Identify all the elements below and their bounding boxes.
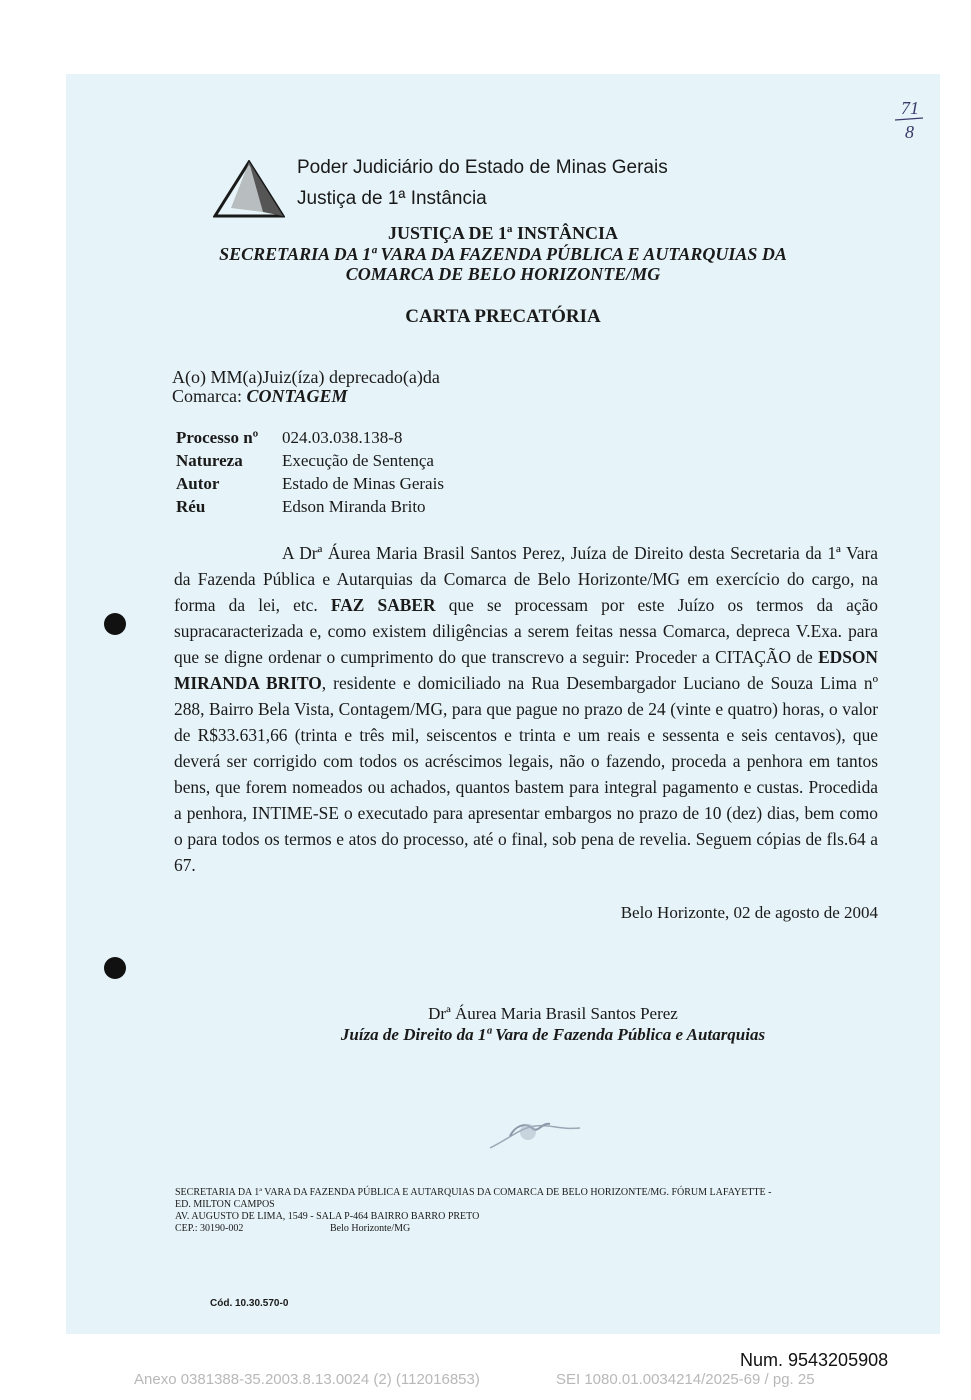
body-text-part-3: , residente e domiciliado na Rua Desembargador Luciano de Souza Lima nº 288, Bairro Bela Vista, Contagem/MG, para que pague no prazo de 24 (vinte e quatro) horas, o valor de R$33.631,66 (trinta e três mil, seiscentos e trinta e um reais e sessenta e seis centavos), que deverá ser corrigido com todos os acréscimos legais, não o fazendo, proceda a penhora em tantos bens, que forem nomeados ou achados, quantos bastem para integral pagamento e custas. Procedida a penhora, INTIME-SE o executado para apresentar embargos no prazo de 10 (dez) dias, bem como o para todos os termos e atos do processo, até o final, sob pena de revelia. Seguem cópias de fls.64 a 67. <box>174 673 878 875</box>
case-details-table <box>176 426 444 518</box>
footer-city: Belo Horizonte/MG <box>330 1223 411 1234</box>
secretariat-heading-1: SECRETARIA DA 1ª VARA DA FAZENDA PÚBLICA E AUTARQUIAS DA <box>219 244 787 264</box>
case-label: Autor <box>176 474 220 493</box>
sei-page-reference: SEI 1080.01.0034214/2025-69 / pg. 25 <box>556 1371 815 1388</box>
svg-text:71: 71 <box>901 98 919 118</box>
folio-number-handwritten <box>893 96 933 144</box>
form-code: Cód. 10.30.570-0 <box>210 1298 289 1309</box>
punch-hole <box>104 613 126 635</box>
comarca-value: CONTAGEM <box>246 386 348 406</box>
svg-text:8: 8 <box>905 122 914 142</box>
comarca-line <box>172 386 348 407</box>
case-row <box>176 426 444 449</box>
body-text-part-1: A Drª Áurea Maria Brasil Santos Perez, Juíza de Direito desta Secretaria da 1ª Vara da Fazenda Pública e Autarquias da Comarca de Belo Horizonte/MG em exercício do cargo, na forma da lei, etc. <box>174 543 878 615</box>
case-value: Edson Miranda Brito <box>282 497 426 516</box>
annex-reference: Anexo 0381388-35.2003.8.13.0024 (2) (112016853) <box>134 1371 480 1388</box>
defendant-name: EDSON MIRANDA BRITO <box>174 647 878 693</box>
case-label: Réu <box>176 497 206 516</box>
case-row <box>176 449 444 472</box>
footer-address-line-1: SECRETARIA DA 1ª VARA DA FAZENDA PÚBLICA E AUTARQUIAS DA COMARCA DE BELO HORIZONTE/MG. FÓRUM LAFAYETTE - <box>175 1187 772 1198</box>
court-heading: JUSTIÇA DE 1ª INSTÂNCIA <box>388 223 618 243</box>
signatory-name: Drª Áurea Maria Brasil Santos Perez <box>428 1004 678 1023</box>
signatory-title: Juíza de Direito da 1ª Vara de Fazenda Pública e Autarquias <box>340 1025 766 1044</box>
date-line: Belo Horizonte, 02 de agosto de 2004 <box>620 903 878 922</box>
footer-cep: CEP.: 30190-002 <box>175 1223 244 1234</box>
document-title: CARTA PRECATÓRIA <box>405 306 601 327</box>
case-value: Estado de Minas Gerais <box>282 474 444 493</box>
footer-address-line-3: AV. AUGUSTO DE LIMA, 1549 - SALA P-464 BAIRRO BARRO PRETO <box>175 1211 480 1222</box>
document-number: Num. 9543205908 <box>740 1350 889 1370</box>
footer-address-line-2: ED. MILTON CAMPOS <box>175 1199 275 1210</box>
case-label: Processo nº <box>176 428 259 447</box>
letterhead-line-1: Poder Judiciário do Estado de Minas Gerais <box>297 157 668 178</box>
comarca-label: Comarca: <box>172 386 242 406</box>
secretariat-heading-2: COMARCA DE BELO HORIZONTE/MG <box>345 264 661 284</box>
faz-saber-emphasis: FAZ SABER <box>330 595 436 615</box>
judiciary-triangle-logo-icon <box>213 160 285 218</box>
body-paragraph <box>174 540 878 878</box>
case-row <box>176 495 444 518</box>
punch-hole <box>104 957 126 979</box>
case-value: Execução de Sentença <box>282 451 434 470</box>
case-row <box>176 472 444 495</box>
body-text-part-2: que se processam por este Juízo os termos da ação supracaracterizada e, como existem diligências a serem feitas nessa Comarca, depreca V.Exa. para que se digne ordenar o cumprimento do que transcrevo a seguir: Proceder a CITAÇÃO de <box>174 595 879 667</box>
faded-signature-stamp <box>480 1108 590 1158</box>
addressee-line: A(o) MM(a)Juiz(íza) deprecado(a)da <box>172 367 440 387</box>
case-label: Natureza <box>176 451 243 470</box>
case-value: 024.03.038.138-8 <box>282 428 403 447</box>
footer-cep-line <box>175 1223 411 1235</box>
letterhead-line-2: Justiça de 1ª Instância <box>297 188 487 209</box>
